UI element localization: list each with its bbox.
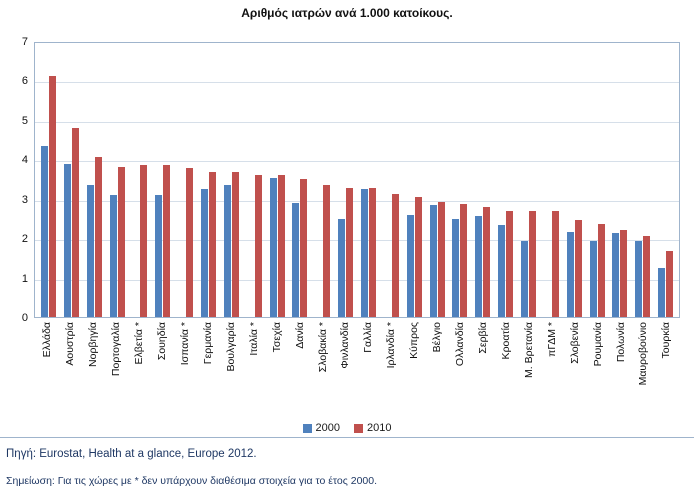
x-axis-tick [357,320,380,416]
x-axis-tick [334,320,357,416]
x-axis-tick-label: Σουηδία [156,322,169,361]
legend-swatch-icon [303,424,312,433]
bar-2010 [72,128,79,317]
bar-group [540,43,563,317]
x-axis-tick [449,320,472,416]
bar-group [288,43,311,317]
bar-group [334,43,357,317]
bar-2000 [361,189,368,317]
x-axis-tick-label: Ιρλανδία * [385,322,398,369]
y-axis-tick-label: 4 [21,154,28,167]
x-axis-tick [174,320,197,416]
x-axis-tick [472,320,495,416]
bar-2010 [460,204,467,317]
bar-2010 [186,168,193,317]
bar-2010 [369,188,376,317]
x-axis-tick-label: Ιταλία * [247,322,260,356]
bar-group [448,43,471,317]
x-axis-tick [196,320,219,416]
y-axis-tick-label: 3 [21,193,28,206]
legend-swatch-icon [354,424,363,433]
bar-2000 [201,189,208,317]
bar-2010 [209,172,216,317]
bar-group [357,43,380,317]
x-axis-tick [426,320,449,416]
bar-group [83,43,106,317]
x-axis-tick-label: Γερμανία [201,322,214,365]
x-axis-tick-label: πΓΔΜ * [545,322,558,357]
bar-2010 [49,76,56,317]
x-axis-tick-label: Πολωνία [614,322,627,363]
x-axis-tick-label: Μ. Βρετανία [522,322,535,378]
bar-2000 [452,219,459,317]
x-axis-tick-label: Βέλγιο [431,322,444,353]
x-axis-tick-label: Ρουμανία [591,322,604,367]
bar-2010 [620,230,627,317]
x-axis-tick [517,320,540,416]
bar-group [311,43,334,317]
bar-group [151,43,174,317]
x-axis-tick [494,320,517,416]
y-axis [6,26,32,334]
x-axis-tick [128,320,151,416]
x-axis-tick [540,320,563,416]
x-axis-tick-label: Φινλανδία [339,322,352,369]
x-axis-tick-label: Σλοβενία [568,322,581,364]
bar-2010 [392,194,399,317]
bar-2000 [224,185,231,317]
bar-2000 [590,241,597,317]
x-axis-tick-label: Ελλάδα [41,322,54,358]
bar-2000 [635,241,642,317]
x-axis-tick [586,320,609,416]
bar-group [586,43,609,317]
bar-2010 [323,185,330,317]
bar-2010 [95,157,102,317]
bar-2010 [346,188,353,317]
bar-group [266,43,289,317]
bar-group [494,43,517,317]
x-axis-tick-label: Τουρκία [660,322,673,359]
bar-2000 [521,241,528,317]
x-axis-tick [265,320,288,416]
bar-2010 [278,175,285,317]
x-axis-tick [151,320,174,416]
bar-series-container [35,43,679,317]
x-axis-tick [632,320,655,416]
x-axis-tick-label: Νορβηγία [87,322,100,367]
bar-group [197,43,220,317]
bar-group [654,43,677,317]
bar-2010 [232,172,239,317]
y-axis-tick-label: 6 [21,75,28,88]
chart-title: Αριθμός ιατρών ανά 1.000 κατοίκους. [241,6,453,20]
x-axis-tick-label: Ελβετία * [133,322,146,365]
bar-2000 [567,232,574,317]
bar-2000 [110,195,117,317]
x-axis-tick [36,320,59,416]
bar-2010 [300,179,307,317]
bar-2000 [292,203,299,317]
bar-2010 [163,165,170,317]
x-axis-tick-label: Ολλανδία [454,322,467,367]
x-axis-tick-label: Αουστρία [64,322,77,366]
x-axis-tick-label: Κύπρος [408,322,421,359]
legend-item-2010 [354,422,391,434]
bar-2000 [41,146,48,317]
bar-2010 [529,211,536,317]
bar-2010 [255,175,262,317]
bar-2000 [155,195,162,317]
x-axis-tick [219,320,242,416]
y-axis-tick-label: 1 [21,272,28,285]
bar-2000 [612,233,619,317]
x-axis-tick-label: Κροατία [499,322,512,360]
x-axis-tick [563,320,586,416]
bar-2010 [666,251,673,317]
x-axis-tick-label: Πορτογαλία [110,322,123,377]
x-axis-tick [105,320,128,416]
x-axis-tick [242,320,265,416]
bar-group [106,43,129,317]
bar-group [128,43,151,317]
bar-group [37,43,60,317]
bar-group [380,43,403,317]
x-axis-tick [59,320,82,416]
y-axis-tick-label: 0 [21,312,28,324]
bar-2000 [498,225,505,317]
bar-2010 [506,211,513,317]
bar-group [243,43,266,317]
bar-2000 [64,164,71,317]
plot-area [34,42,680,318]
x-axis-tick-label: Τσεχία [270,322,283,353]
bar-group [60,43,83,317]
bar-2010 [575,220,582,317]
x-axis-tick [403,320,426,416]
source-note: Πηγή: Eurostat, Health at a glance, Europe 2012. [6,448,257,460]
y-axis-tick-label: 7 [21,36,28,48]
x-axis-tick-label: Σερβία [476,322,489,354]
x-axis-tick-label: Βουλγαρία [224,322,237,372]
x-axis-tick-label: Ισπανία * [178,322,191,366]
footnote: Σημείωση: Για τις χώρες με * δεν υπάρχουν διαθέσιμα στοιχεία για το έτος 2000. [6,475,378,487]
bar-group [517,43,540,317]
legend-label: 2000 [315,422,340,434]
x-axis-tick [311,320,334,416]
y-axis-tick-label: 5 [21,114,28,127]
bar-group [471,43,494,317]
legend-label: 2010 [367,422,392,434]
bar-group [426,43,449,317]
legend-item-2000 [303,422,340,434]
bar-group [220,43,243,317]
bar-group [563,43,586,317]
y-axis-tick-label: 2 [21,233,28,246]
bar-2000 [658,268,665,317]
x-axis-tick [288,320,311,416]
bar-2000 [475,216,482,317]
bar-2010 [643,236,650,317]
x-axis-tick [655,320,678,416]
bar-2010 [598,224,605,317]
bar-2010 [140,165,147,317]
x-axis-tick-label: Μαυροβούνιο [637,322,650,386]
chart-legend [6,422,688,434]
bar-2010 [552,211,559,317]
bar-2010 [118,167,125,317]
bar-2000 [87,185,94,317]
footer-divider [0,437,694,438]
x-axis-tick [82,320,105,416]
x-axis-tick [380,320,403,416]
x-axis-tick-label: Γαλλία [362,322,375,353]
x-axis-tick [609,320,632,416]
x-axis-tick-label: Σλοβακία * [316,322,329,373]
x-axis [34,320,680,416]
bar-2010 [438,202,445,317]
chart-area [6,26,688,434]
bar-2000 [338,219,345,317]
bar-2000 [430,205,437,317]
bar-group [174,43,197,317]
bar-2010 [483,207,490,317]
bar-group [608,43,631,317]
bar-2010 [415,197,422,317]
x-axis-tick-label: Δανία [293,322,306,349]
bar-group [631,43,654,317]
bar-2000 [407,215,414,317]
bar-2000 [270,178,277,317]
bar-group [403,43,426,317]
